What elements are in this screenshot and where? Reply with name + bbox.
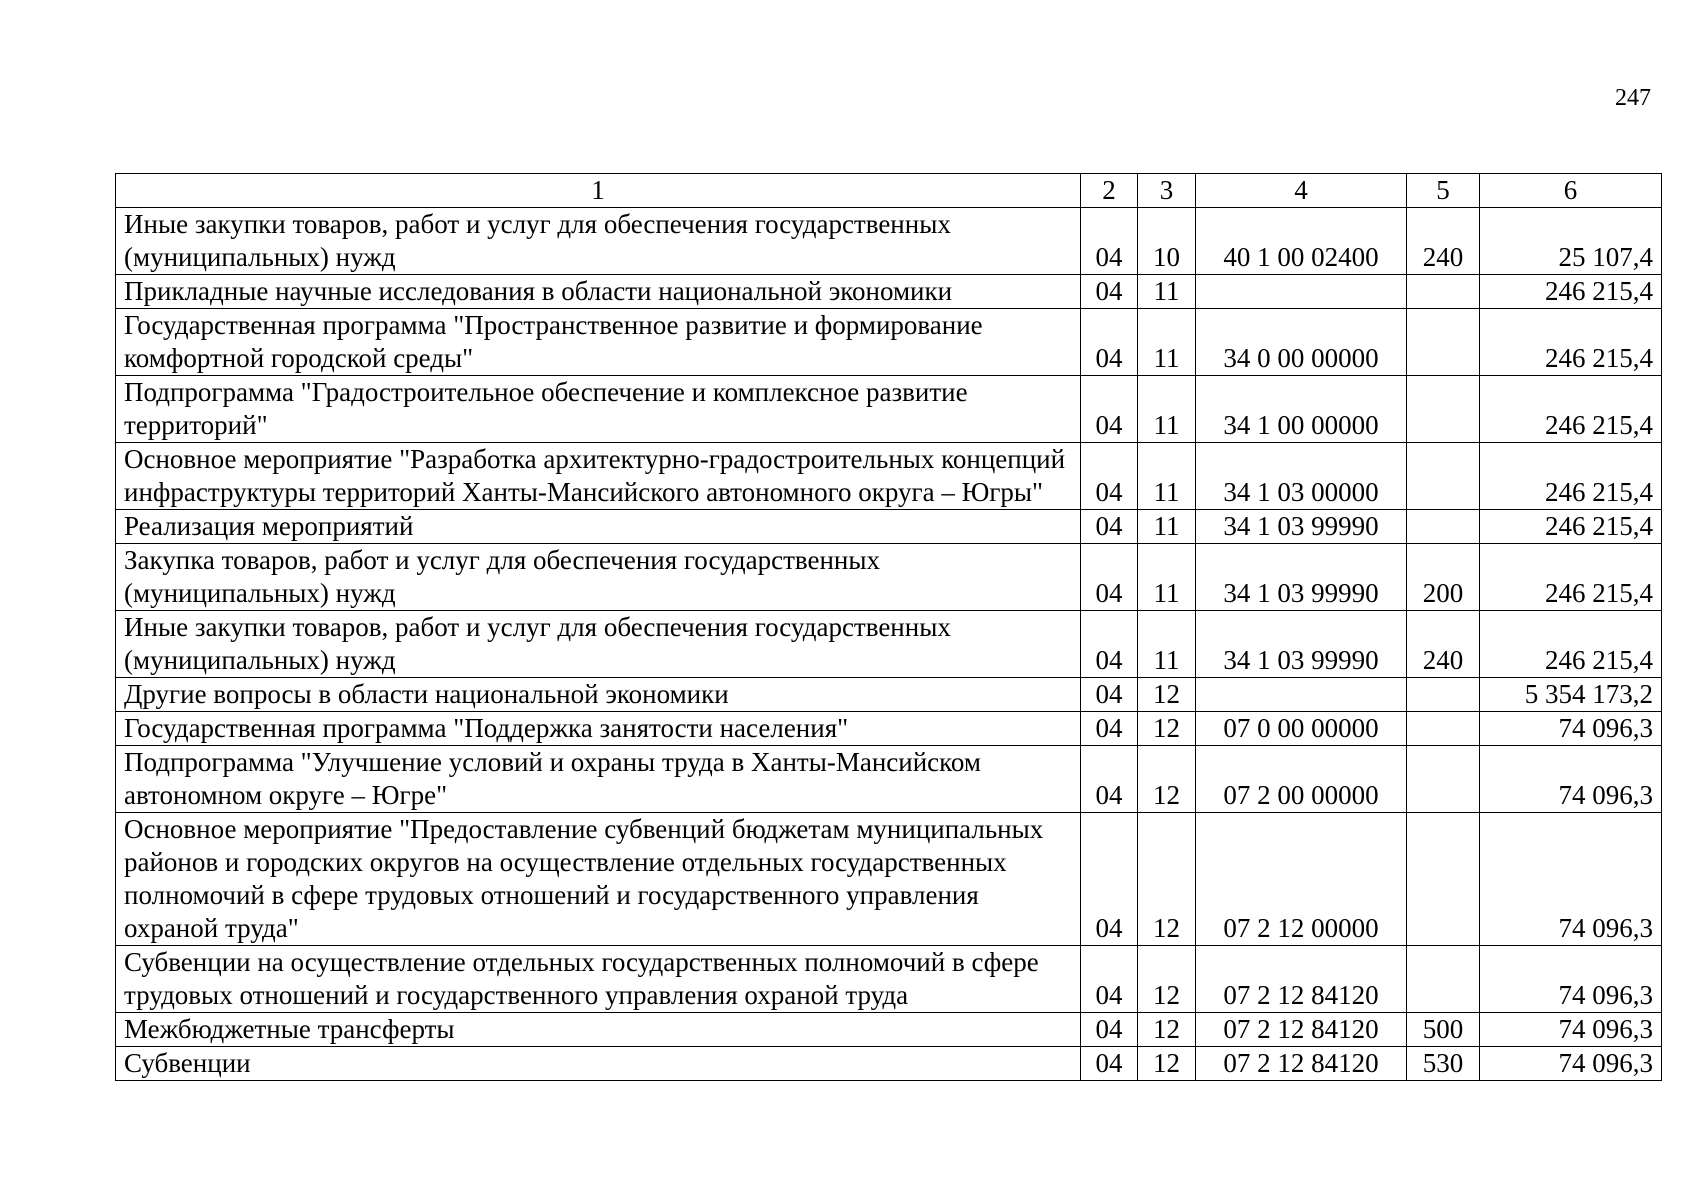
table-row bbox=[116, 309, 1662, 376]
cell-section: 04 bbox=[1081, 1013, 1138, 1047]
cell-target-article: 07 2 12 84120 bbox=[1196, 946, 1407, 1013]
cell-expense-type: 500 bbox=[1407, 1013, 1480, 1047]
table-row bbox=[116, 510, 1662, 544]
cell-expense-type bbox=[1407, 946, 1480, 1013]
cell-target-article: 07 2 12 00000 bbox=[1196, 813, 1407, 946]
page-number: 247 bbox=[1615, 85, 1651, 111]
cell-amount: 246 215,4 bbox=[1480, 376, 1662, 443]
column-header-2: 2 bbox=[1081, 174, 1138, 208]
cell-target-article: 34 1 03 99990 bbox=[1196, 611, 1407, 678]
cell-name: Подпрограмма "Улучшение условий и охраны труда в Ханты-Мансийском автономном округе – Югре" bbox=[116, 746, 1081, 813]
cell-subsection: 12 bbox=[1138, 946, 1196, 1013]
cell-subsection: 12 bbox=[1138, 712, 1196, 746]
cell-expense-type bbox=[1407, 376, 1480, 443]
cell-subsection: 12 bbox=[1138, 813, 1196, 946]
cell-subsection: 11 bbox=[1138, 443, 1196, 510]
cell-name: Субвенции bbox=[116, 1047, 1081, 1081]
cell-target-article bbox=[1196, 678, 1407, 712]
cell-section: 04 bbox=[1081, 376, 1138, 443]
cell-subsection: 11 bbox=[1138, 309, 1196, 376]
cell-subsection: 11 bbox=[1138, 275, 1196, 309]
cell-subsection: 12 bbox=[1138, 1013, 1196, 1047]
cell-name: Государственная программа "Пространственное развитие и формирование комфортной городской среды" bbox=[116, 309, 1081, 376]
cell-amount: 246 215,4 bbox=[1480, 443, 1662, 510]
cell-amount: 74 096,3 bbox=[1480, 946, 1662, 1013]
cell-subsection: 10 bbox=[1138, 208, 1196, 275]
cell-target-article bbox=[1196, 275, 1407, 309]
budget-table bbox=[115, 173, 1662, 1081]
cell-name: Другие вопросы в области национальной экономики bbox=[116, 678, 1081, 712]
cell-target-article: 07 2 00 00000 bbox=[1196, 746, 1407, 813]
table-row bbox=[116, 946, 1662, 1013]
cell-name: Основное мероприятие "Разработка архитектурно-градостроительных концепций инфраструктуры территорий Ханты-Мансийского автономного округа – Югры" bbox=[116, 443, 1081, 510]
cell-name: Закупка товаров, работ и услуг для обеспечения государственных (муниципальных) нужд bbox=[116, 544, 1081, 611]
cell-amount: 74 096,3 bbox=[1480, 712, 1662, 746]
table-row bbox=[116, 275, 1662, 309]
cell-subsection: 12 bbox=[1138, 746, 1196, 813]
cell-target-article: 34 1 03 00000 bbox=[1196, 443, 1407, 510]
cell-name: Государственная программа "Поддержка занятости населения" bbox=[116, 712, 1081, 746]
cell-section: 04 bbox=[1081, 813, 1138, 946]
cell-target-article: 34 1 00 00000 bbox=[1196, 376, 1407, 443]
cell-target-article: 40 1 00 02400 bbox=[1196, 208, 1407, 275]
table-header-row bbox=[116, 174, 1662, 208]
cell-amount: 246 215,4 bbox=[1480, 309, 1662, 376]
cell-amount: 5 354 173,2 bbox=[1480, 678, 1662, 712]
table-row bbox=[116, 712, 1662, 746]
table-row bbox=[116, 746, 1662, 813]
table-row bbox=[116, 611, 1662, 678]
cell-amount: 74 096,3 bbox=[1480, 1047, 1662, 1081]
cell-subsection: 12 bbox=[1138, 1047, 1196, 1081]
cell-amount: 246 215,4 bbox=[1480, 275, 1662, 309]
table-row bbox=[116, 208, 1662, 275]
cell-section: 04 bbox=[1081, 544, 1138, 611]
cell-amount: 246 215,4 bbox=[1480, 510, 1662, 544]
cell-name: Реализация мероприятий bbox=[116, 510, 1081, 544]
cell-expense-type bbox=[1407, 712, 1480, 746]
column-header-5: 5 bbox=[1407, 174, 1480, 208]
cell-name: Иные закупки товаров, работ и услуг для обеспечения государственных (муниципальных) нужд bbox=[116, 611, 1081, 678]
cell-expense-type bbox=[1407, 443, 1480, 510]
table-row bbox=[116, 544, 1662, 611]
table-row bbox=[116, 376, 1662, 443]
cell-expense-type bbox=[1407, 813, 1480, 946]
cell-amount: 74 096,3 bbox=[1480, 813, 1662, 946]
cell-name: Основное мероприятие "Предоставление субвенций бюджетам муниципальных районов и городских округов на осуществление отдельных государственных полномочий в сфере трудовых отношений и государственного управления охраной труда" bbox=[116, 813, 1081, 946]
cell-name: Межбюджетные трансферты bbox=[116, 1013, 1081, 1047]
cell-expense-type bbox=[1407, 275, 1480, 309]
cell-section: 04 bbox=[1081, 712, 1138, 746]
cell-target-article: 34 0 00 00000 bbox=[1196, 309, 1407, 376]
cell-target-article: 07 2 12 84120 bbox=[1196, 1013, 1407, 1047]
cell-name: Прикладные научные исследования в области национальной экономики bbox=[116, 275, 1081, 309]
table-row bbox=[116, 1047, 1662, 1081]
cell-section: 04 bbox=[1081, 443, 1138, 510]
cell-amount: 74 096,3 bbox=[1480, 1013, 1662, 1047]
cell-target-article: 07 2 12 84120 bbox=[1196, 1047, 1407, 1081]
column-header-6: 6 bbox=[1480, 174, 1662, 208]
cell-section: 04 bbox=[1081, 946, 1138, 1013]
cell-section: 04 bbox=[1081, 746, 1138, 813]
cell-section: 04 bbox=[1081, 678, 1138, 712]
cell-section: 04 bbox=[1081, 611, 1138, 678]
cell-section: 04 bbox=[1081, 1047, 1138, 1081]
cell-section: 04 bbox=[1081, 275, 1138, 309]
column-header-4: 4 bbox=[1196, 174, 1407, 208]
cell-subsection: 11 bbox=[1138, 510, 1196, 544]
table-row bbox=[116, 1013, 1662, 1047]
cell-expense-type: 240 bbox=[1407, 208, 1480, 275]
cell-expense-type: 200 bbox=[1407, 544, 1480, 611]
cell-expense-type bbox=[1407, 678, 1480, 712]
cell-expense-type: 240 bbox=[1407, 611, 1480, 678]
cell-name: Подпрограмма "Градостроительное обеспечение и комплексное развитие территорий" bbox=[116, 376, 1081, 443]
table-row bbox=[116, 678, 1662, 712]
column-header-1: 1 bbox=[116, 174, 1081, 208]
cell-expense-type bbox=[1407, 510, 1480, 544]
cell-section: 04 bbox=[1081, 309, 1138, 376]
cell-target-article: 07 0 00 00000 bbox=[1196, 712, 1407, 746]
table-body bbox=[116, 174, 1662, 1081]
cell-amount: 25 107,4 bbox=[1480, 208, 1662, 275]
cell-expense-type bbox=[1407, 746, 1480, 813]
cell-amount: 246 215,4 bbox=[1480, 544, 1662, 611]
cell-target-article: 34 1 03 99990 bbox=[1196, 510, 1407, 544]
column-header-3: 3 bbox=[1138, 174, 1196, 208]
cell-section: 04 bbox=[1081, 208, 1138, 275]
cell-subsection: 12 bbox=[1138, 678, 1196, 712]
cell-amount: 246 215,4 bbox=[1480, 611, 1662, 678]
table-row bbox=[116, 813, 1662, 946]
cell-name: Иные закупки товаров, работ и услуг для обеспечения государственных (муниципальных) нужд bbox=[116, 208, 1081, 275]
cell-target-article: 34 1 03 99990 bbox=[1196, 544, 1407, 611]
cell-expense-type bbox=[1407, 309, 1480, 376]
cell-amount: 74 096,3 bbox=[1480, 746, 1662, 813]
cell-subsection: 11 bbox=[1138, 544, 1196, 611]
table-row bbox=[116, 443, 1662, 510]
cell-name: Субвенции на осуществление отдельных государственных полномочий в сфере трудовых отношений и государственного управления охраной труда bbox=[116, 946, 1081, 1013]
cell-subsection: 11 bbox=[1138, 611, 1196, 678]
cell-section: 04 bbox=[1081, 510, 1138, 544]
cell-subsection: 11 bbox=[1138, 376, 1196, 443]
cell-expense-type: 530 bbox=[1407, 1047, 1480, 1081]
